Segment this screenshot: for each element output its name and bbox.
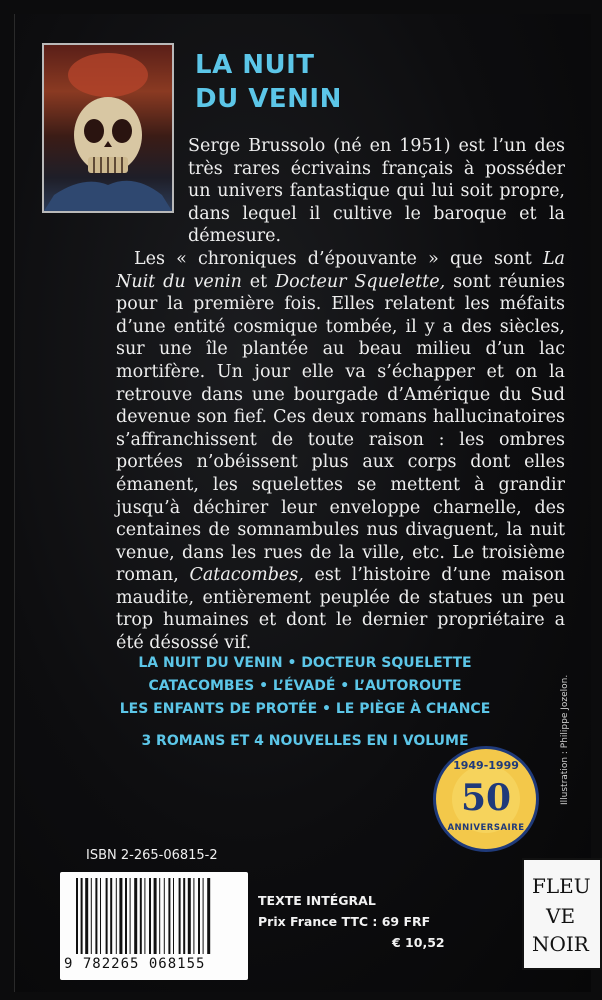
contents-line: LA NUIT DU VENIN • DOCTEUR SQUELETTE <box>138 655 472 671</box>
isbn-number: ISBN 2-265-06815-2 <box>86 848 218 863</box>
blurb-text-run: Les « chroniques d’épouvante » que sont <box>134 248 543 269</box>
blurb-text-run: et <box>241 271 276 292</box>
blurb-text <box>116 135 565 655</box>
book-title-line-1: LA NUIT <box>195 50 315 80</box>
badge-years: 1949-1999 <box>453 759 519 772</box>
badge-label: ANNIVERSAIRE <box>447 823 525 833</box>
blurb-paragraph-2 <box>116 248 565 655</box>
anniversary-badge <box>433 746 539 852</box>
edition-label: TEXTE INTÉGRAL <box>258 893 376 908</box>
book-title-ref: Docteur Squelette, <box>275 271 446 292</box>
blurb-text-run: est l’histoire d’une maison maudite, entièrement peuplée de statues un peu trop humaines et dont le dernier propriétaire a été désossé vif. <box>116 565 566 654</box>
badge-number: 50 <box>460 777 512 819</box>
contents-line: LES ENFANTS DE PROTÉE • LE PIÈGE À CHANCE <box>119 701 491 717</box>
contents-line: CATACOMBES • L’ÉVADÉ • L’AUTOROUTE <box>148 678 462 694</box>
contents-list <box>90 652 520 721</box>
price-france: Prix France TTC : 69 FRF <box>258 914 431 929</box>
book-title-line-2: DU VENIN <box>195 84 342 114</box>
barcode-icon <box>74 878 234 956</box>
logo-word-3: NOIR <box>532 932 589 956</box>
book-title-ref: La Nuit du venin <box>116 248 565 292</box>
price-euro: € 10,52 <box>392 935 445 950</box>
logo-word-1: FLEU <box>532 874 591 898</box>
book-title <box>195 48 342 116</box>
illustration-credit: Illustration : Philippe Jozelon. <box>560 674 570 805</box>
blurb-text-run: sont réunies pour la première fois. Elles relatent les méfaits d’une entité cosmique tombée, il y a des siècles, sur une île plantée au beau milieu d’un lac mortifère. Un jour elle va s’échapper et on la retrouve dans une bourgade d’Amérique du Sud devenue son fief. Ces deux romans hallucinatoires s’affranchissent de toute raison : les ombres portées n’obéissent plus aux corps dont elles émanent, les squelettes se mettent à grandir jusqu’à déchirer leur enveloppe charnelle, des centaines de somnambules nus divaguent, la nuit venue, dans les rues de la ville, etc. Le troisième roman, <box>116 271 565 586</box>
barcode-digits: 9 782265 068155 <box>64 956 206 972</box>
blurb-paragraph-1: Serge Brussolo (né en 1951) est l’un des très rares écrivains français à posséder un univers fantastique qui lui soit propre, dans lequel il cultive le baroque et la démesure. <box>188 136 565 247</box>
book-title-ref: Catacombes, <box>189 565 304 586</box>
collection-logo <box>522 858 602 970</box>
barcode <box>60 872 248 980</box>
volume-summary: 3 ROMANS ET 4 NOUVELLES EN I VOLUME <box>141 733 469 749</box>
price-info <box>258 890 445 953</box>
logo-word-2: VE <box>546 904 576 928</box>
